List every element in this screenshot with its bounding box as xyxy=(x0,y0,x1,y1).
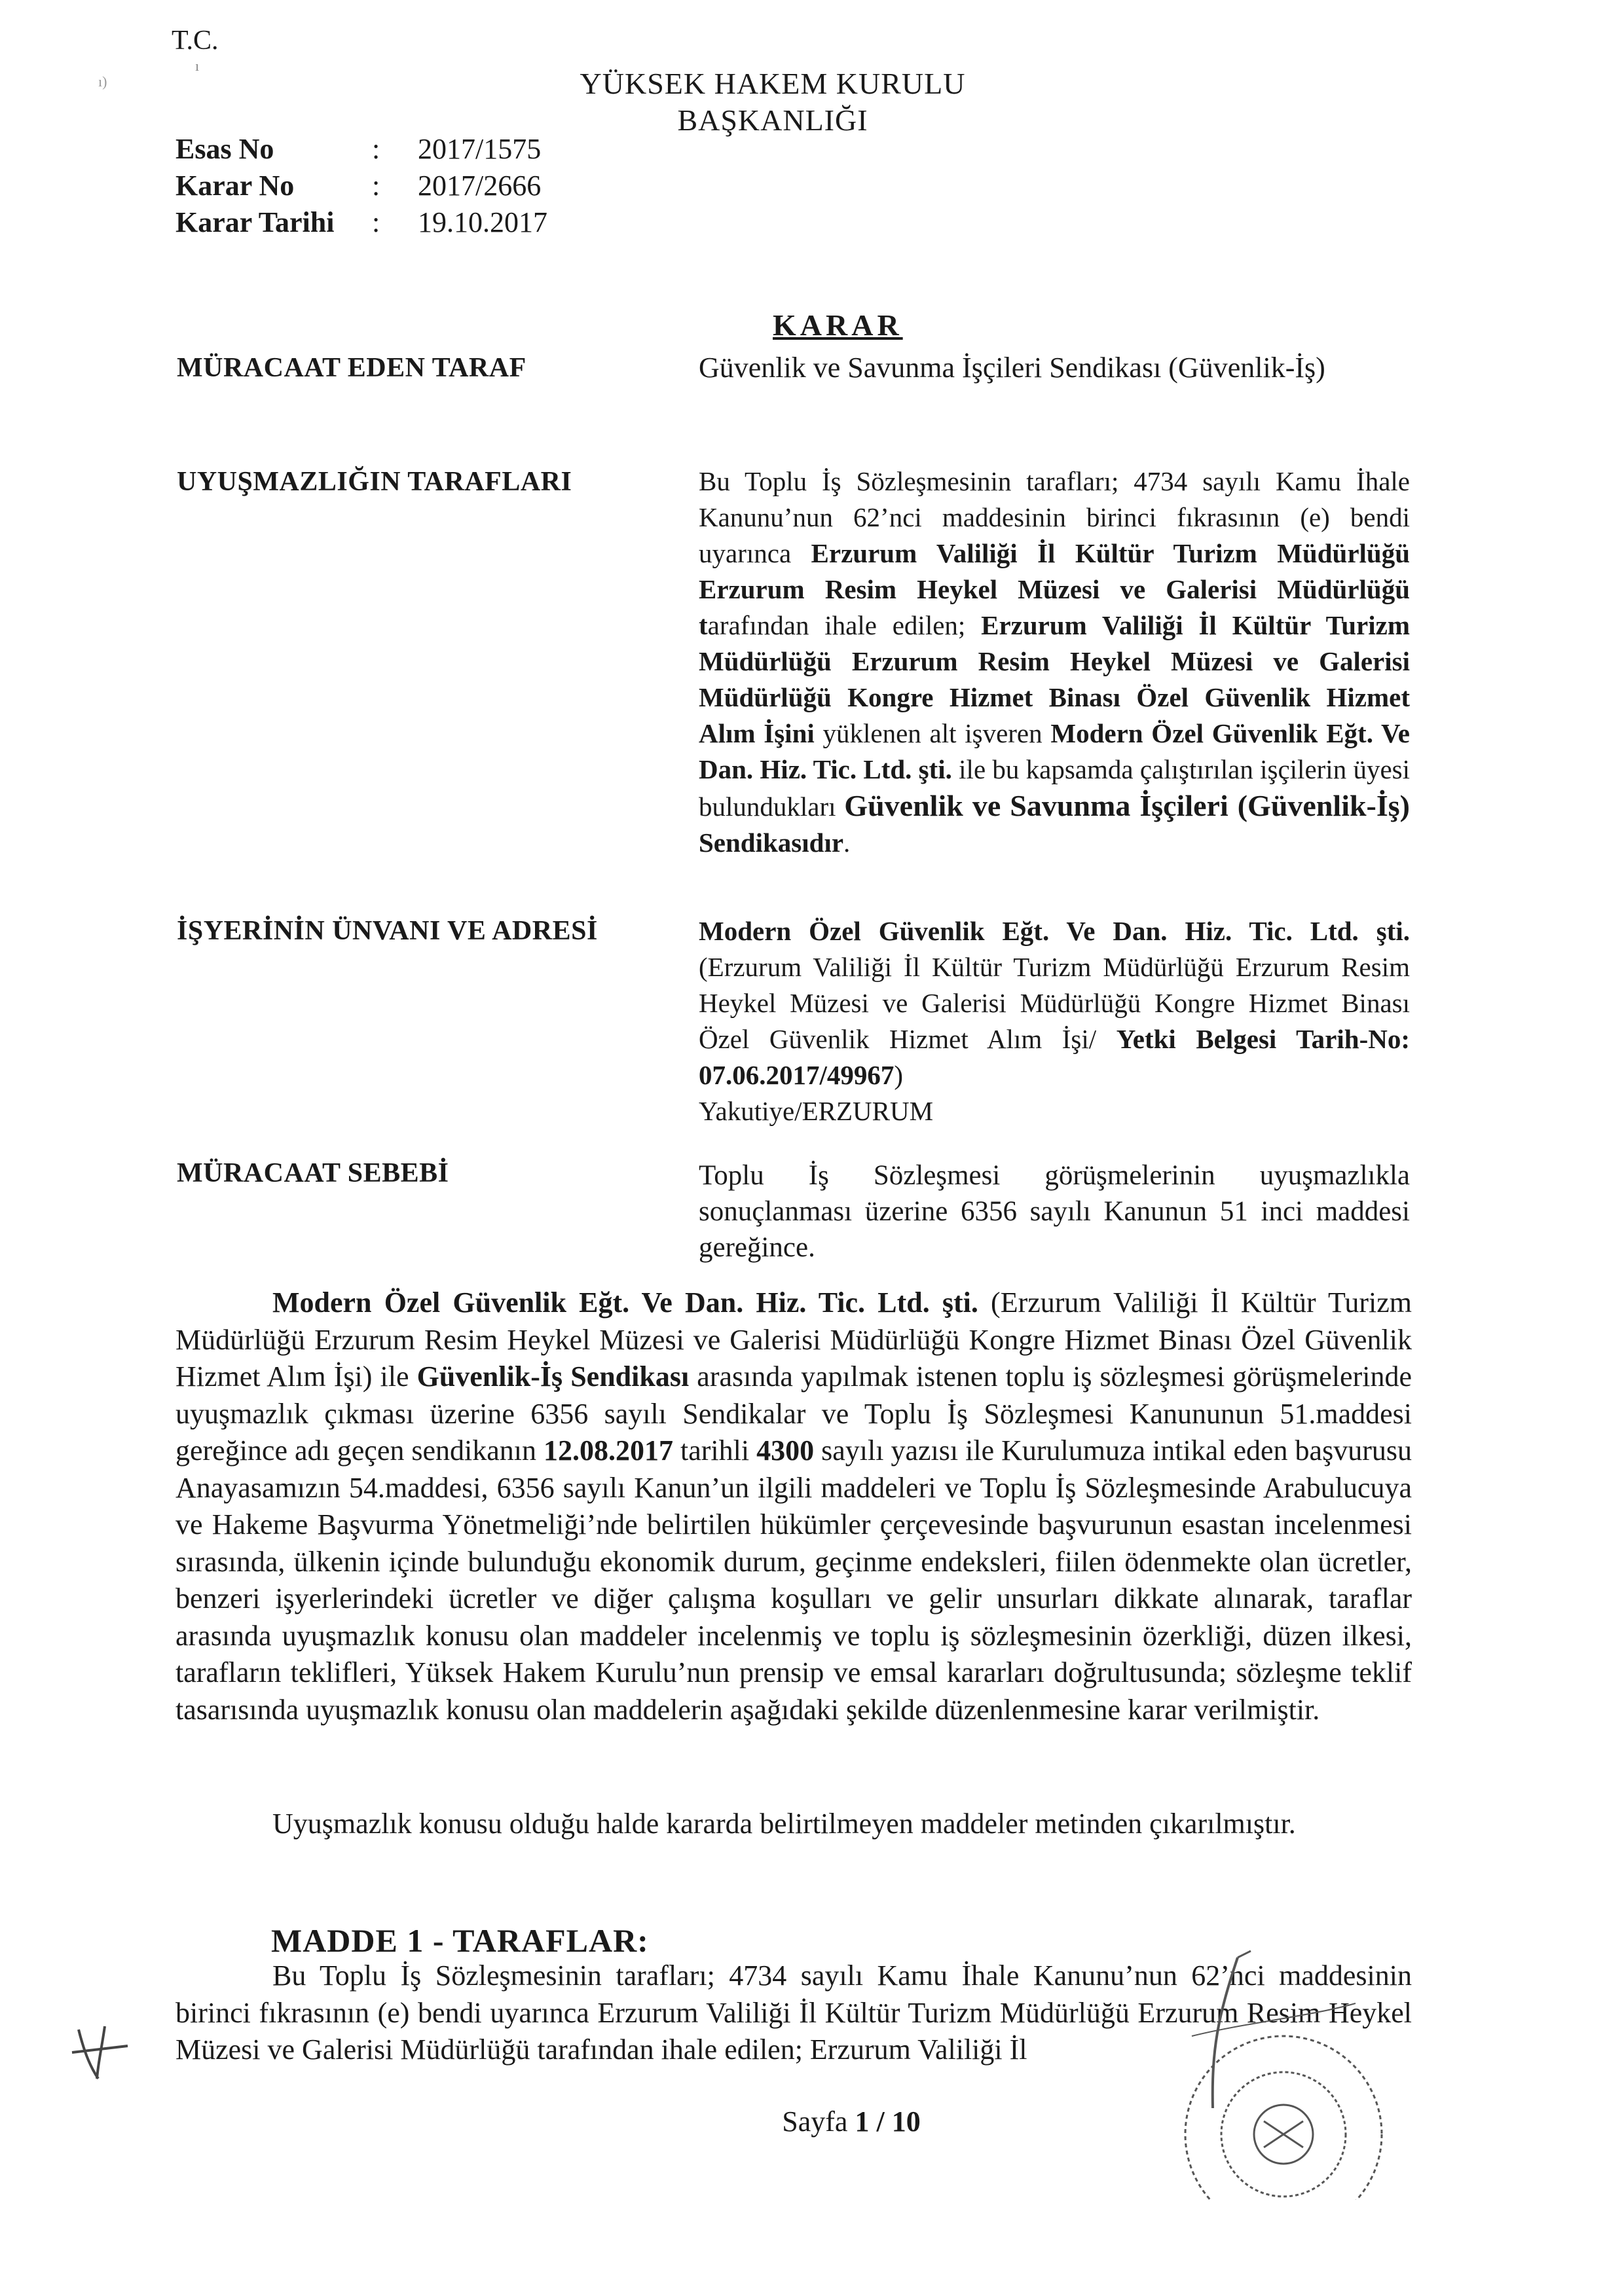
taraflar-bold-5: Sendikasıdır xyxy=(699,828,844,858)
official-stamp-signature xyxy=(1139,1938,1467,2200)
taraflar-text-5: . xyxy=(843,828,851,858)
body-text-4: sayılı yazısı ile Kurulumuza intikal eden başvurusu Anayasamızın 54.maddesi, 6356 sayılı Kanun’un ilgili maddeleri ve Toplu İş Sözleşmesinde Arabulucuya ve Hakeme Başvurma Yönetmeliği’nde belirtilen hükümler çerçevesinde başvurunun esastan incelenmesi sırasında, ülkenin içinde bulunduğu ekonomik durum, geçinme endeksleri, fiilen ödenmekte olan ücretler, benzeri işyerlerindeki ücretler ve diğer çalışma koşulları ve gelir unsurları dikkate alınarak, taraflar arasında uyuşmazlık konusu olan maddeler incelenmiş ve toplu iş sözleşmesinin özerkliği, düzen ilkesi, tarafların teklifleri, Yüksek Hakem Kurulu’nun prensip ve emsal kararları doğrultusunda; sözleşme teklif tasarısında uyuşmazlık konusu olan maddelerin aşağıdaki şekilde düzenlenmesine karar verilmiştir. xyxy=(175,1434,1412,1726)
removal-paragraph: Uyuşmazlık konusu olduğu halde kararda belirtilmeyen maddeler metinden çıkarılmıştır. xyxy=(272,1808,1296,1840)
body-text-3: tarihli xyxy=(673,1434,757,1467)
isyeri-text-1: (Erzurum Valiliği İl Kültür Turizm Müdürlüğü Erzurum Resim Heykel Müzesi ve Galerisi Müdürlüğü Kongre Hizmet Binası Özel Güvenlik Hizmet Alım İşi/ xyxy=(699,952,1410,1054)
label-isyeri: İŞYERİNİN ÜNVANI VE ADRESİ xyxy=(177,916,598,946)
meta-row-tarih xyxy=(175,204,547,241)
institution-office: BAŞKANLIĞI xyxy=(677,103,868,137)
meta-key: Esas No xyxy=(175,133,274,165)
institution-header xyxy=(445,65,1100,139)
handwritten-initial xyxy=(65,2016,138,2088)
decision-paragraph xyxy=(175,1285,1412,1728)
article-1-text: Bu Toplu İş Sözleşmesinin tarafları; 4734 sayılı Kamu İhale Kanunu’nun 62’nci maddesinin birinci fıkrasının (e) bendi uyarınca Erzurum Valiliği İl Kültür Turizm Müdürlüğü Erzurum Resim Heykel Müzesi ve Galerisi Müdürlüğü tarafından ihale edilen; Erzurum Valiliği İl xyxy=(175,1959,1412,2066)
body-text-1: (Erzurum Valiliği İl Kültür Turizm Müdürlüğü Erzurum Resim Heykel Müzesi ve Galerisi Müdürlüğü Kongre Hizmet Binası Özel Güvenlik Hizmet Alım İşi) ile xyxy=(175,1286,1412,1393)
meta-value: 19.10.2017 xyxy=(418,206,547,238)
value-taraflar xyxy=(699,464,1410,861)
corner-pen-mark: ı) xyxy=(98,73,107,90)
taraflar-bold-1: Erzurum Valiliği İl Kültür Turizm Müdürlüğü Erzurum Resim Heykel Müzesi ve Galerisi Müdürlüğü t xyxy=(699,538,1411,640)
body-bold-2: Güvenlik-İş Sendikası xyxy=(416,1360,690,1393)
body-text-2: arasında yapılmak istenen toplu iş sözleşmesi görüşmelerinde uyuşmazlık çıkması üzerine 6356 sayılı Sendikalar ve Toplu İş Sözleşmesi Kanununun 51.maddesi gereğince adı geçen sendikanın xyxy=(175,1360,1412,1467)
taraflar-text-2: arafından ihale edilen; xyxy=(707,610,982,640)
isyeri-bold-1: Modern Özel Güvenlik Eğt. Ve Dan. Hiz. Tic. Ltd. şti. xyxy=(699,916,1410,946)
article-1-title: MADDE 1 - TARAFLAR: xyxy=(271,1922,649,1959)
header-pen-mark: ı xyxy=(195,58,200,74)
label-muracaat-eden: MÜRACAAT EDEN TARAF xyxy=(177,353,526,383)
meta-key: Karar No xyxy=(175,170,295,202)
page-total: 10 xyxy=(891,2105,921,2138)
isyeri-text-3: Yakutiye/ERZURUM xyxy=(699,1096,934,1126)
page-current: 1 xyxy=(855,2105,870,2138)
institution-name: YÜKSEK HAKEM KURULU xyxy=(580,67,966,100)
meta-colon: : xyxy=(372,170,380,202)
tc-label: T.C. xyxy=(172,26,219,56)
page-prefix: Sayfa xyxy=(782,2105,855,2138)
label-sebep: MÜRACAAT SEBEBİ xyxy=(177,1158,449,1188)
case-meta xyxy=(175,131,547,241)
meta-colon: : xyxy=(372,206,380,238)
page-number xyxy=(720,2105,982,2138)
isyeri-text-2: ) xyxy=(894,1060,904,1090)
taraflar-text-3: yüklenen alt işveren xyxy=(814,718,1051,748)
taraflar-bold-3: Modern Özel Güvenlik Eğt. Ve Dan. Hiz. Tic. Ltd. şti. xyxy=(699,718,1410,784)
body-bold-3: 12.08.2017 xyxy=(544,1434,674,1467)
meta-value: 2017/2666 xyxy=(418,170,542,202)
meta-key: Karar Tarihi xyxy=(175,206,335,238)
value-muracaat-eden: Güvenlik ve Savunma İşçileri Sendikası (Güvenlik-İş) xyxy=(699,352,1325,384)
meta-row-esas xyxy=(175,131,547,168)
meta-row-karar xyxy=(175,168,547,204)
taraflar-text-1: Bu Toplu İş Sözleşmesinin tarafları; 4734 sayılı Kamu İhale Kanunu’nun 62’nci maddesinin birinci fıkrasının (e) bendi uyarınca xyxy=(699,466,1410,568)
meta-value: 2017/1575 xyxy=(418,133,542,165)
page-separator: / xyxy=(869,2105,892,2138)
document-title: KARAR xyxy=(773,308,903,342)
label-taraflar: UYUŞMAZLIĞIN TARAFLARI xyxy=(177,467,572,497)
value-sebep: Toplu İş Sözleşmesi görüşmelerinin uyuşmazlıkla sonuçlanması üzerine 6356 sayılı Kanunun 51 inci maddesi gereğince. xyxy=(699,1160,1410,1263)
taraflar-bold-4: Güvenlik ve Savunma İşçileri (Güvenlik-İş) xyxy=(844,789,1410,822)
value-isyeri xyxy=(699,913,1410,1129)
taraflar-bold-2: Erzurum Valiliği İl Kültür Turizm Müdürlüğü Erzurum Resim Heykel Müzesi ve Galerisi Müdürlüğü Kongre Hizmet Binası Özel Güvenlik Hizmet Alım İşini xyxy=(699,610,1411,748)
body-bold-1: Modern Özel Güvenlik Eğt. Ve Dan. Hiz. Tic. Ltd. şti. xyxy=(272,1286,978,1319)
body-bold-4: 4300 xyxy=(756,1434,815,1467)
taraflar-text-4: ile bu kapsamda çalıştırılan işçilerin üyesi bulundukları xyxy=(699,754,1410,822)
meta-colon: : xyxy=(372,133,380,165)
isyeri-bold-2: Yetki Belgesi Tarih-No: 07.06.2017/49967 xyxy=(699,1024,1410,1090)
